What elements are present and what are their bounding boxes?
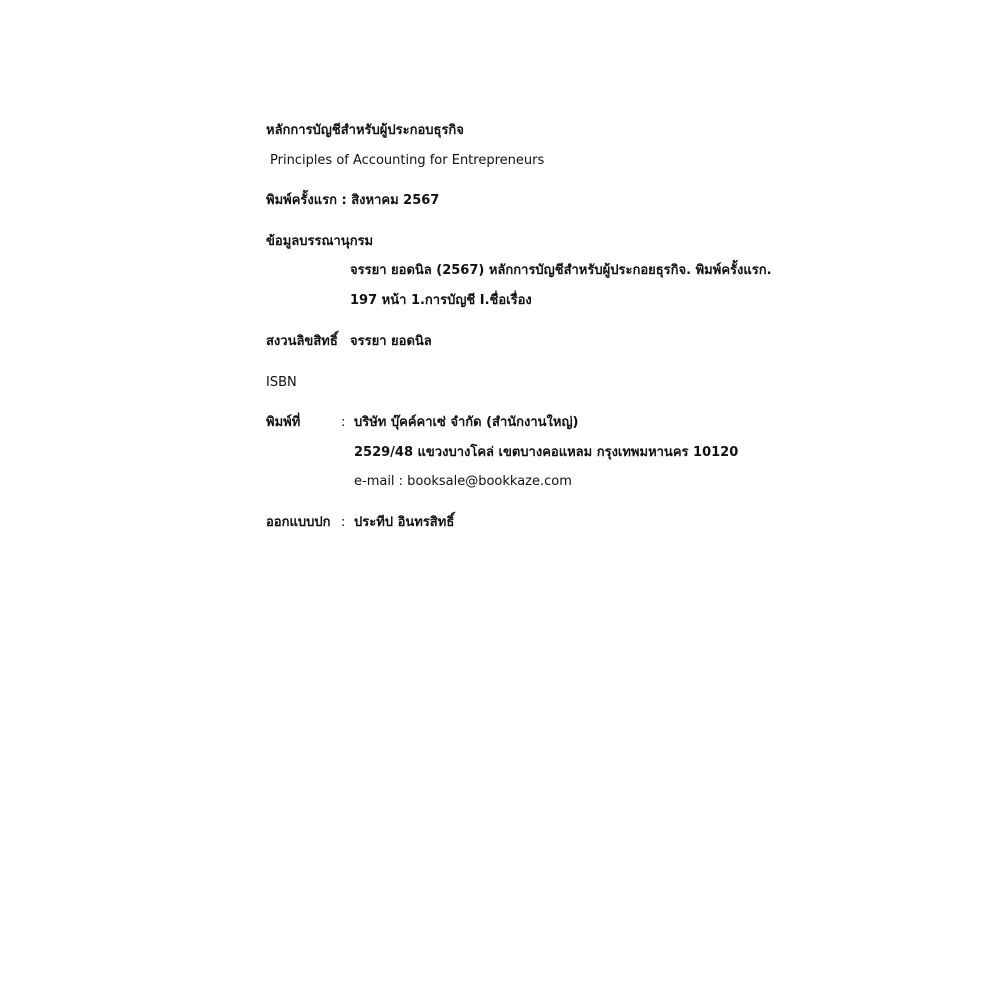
isbn-label: ISBN bbox=[266, 375, 297, 390]
cataloging-line-2: 197 หน้า 1.การบัญชี I.ชื่อเรื่อง bbox=[350, 293, 532, 308]
cataloging-line-1: จรรยา ยอดนิล (2567) หลักการบัญชีสำหรับผู้ประกอยธุรกิจ. พิมพ์ครั้งแรก. bbox=[350, 263, 772, 278]
printer-name: บริษัท บุ๊คค์คาเซ่ จำกัด (สำนักงานใหญ่) bbox=[354, 415, 579, 430]
printer-email: e-mail : booksale@bookkaze.com bbox=[354, 474, 572, 489]
printer-address: 2529/48 แขวงบางโคล่ เขตบางคอแหลม กรุงเทพมหานคร 10120 bbox=[354, 445, 739, 460]
book-title-thai: หลักการบัญชีสำหรับผู้ประกอบธุรกิจ bbox=[266, 123, 464, 138]
printed-at-colon: : bbox=[341, 415, 346, 430]
cover-design-label: ออกแบบปก bbox=[266, 515, 331, 530]
book-title-english: Principles of Accounting for Entrepreneurs bbox=[270, 153, 545, 168]
first-printing: พิมพ์ครั้งแรก : สิงหาคม 2567 bbox=[266, 193, 440, 208]
copyright-label: สงวนลิขสิทธิ์ bbox=[266, 334, 338, 349]
cover-design-colon: : bbox=[341, 515, 346, 530]
cover-designer: ประทีป อินทรสิทธิ์ bbox=[354, 515, 455, 530]
printed-at-label: พิมพ์ที่ bbox=[266, 415, 301, 430]
cataloging-label: ข้อมูลบรรณานุกรม bbox=[266, 234, 374, 249]
copyright-holder: จรรยา ยอดนิล bbox=[350, 334, 432, 349]
